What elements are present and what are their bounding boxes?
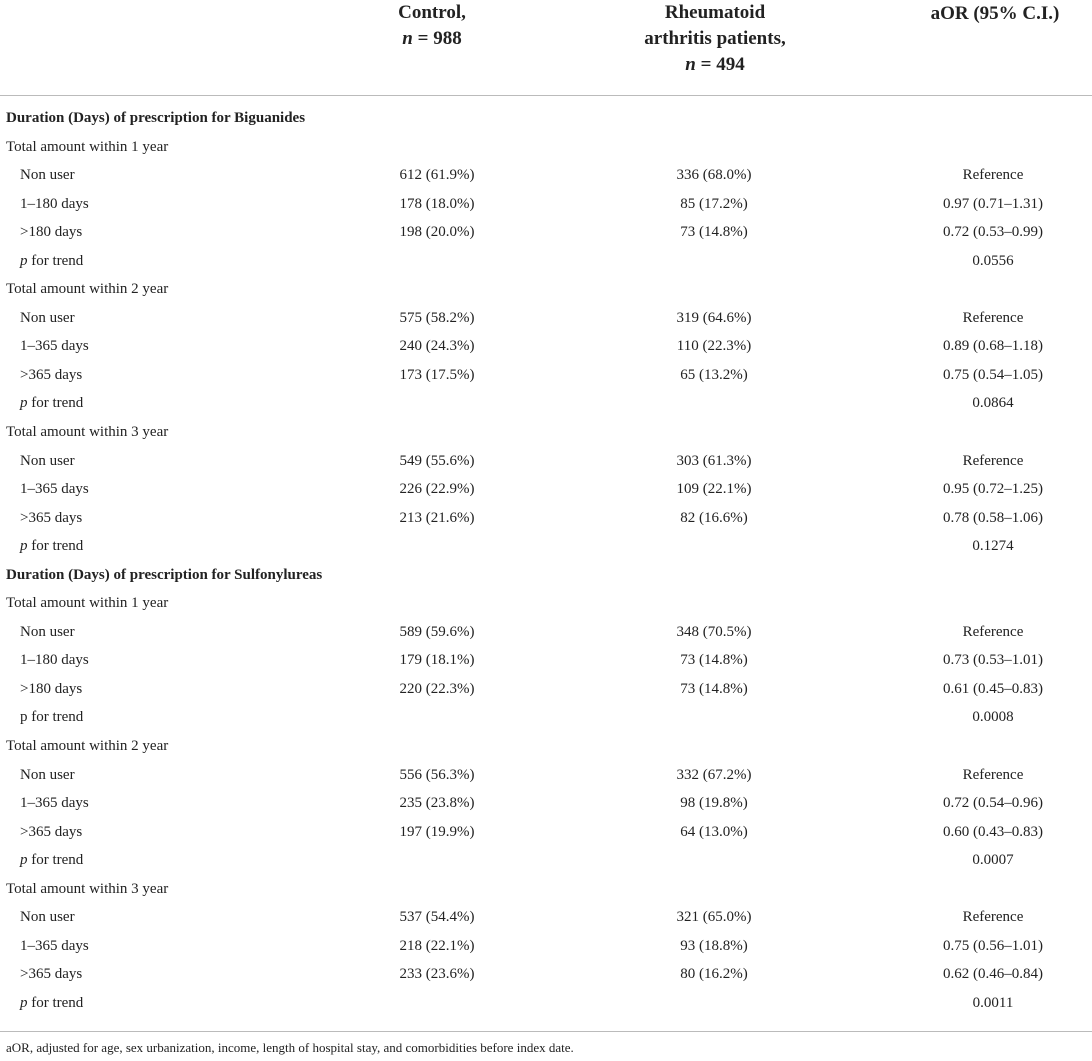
aor-cell: 0.62 (0.46–0.84) xyxy=(943,966,1043,983)
control-cell: 173 (17.5%) xyxy=(399,366,475,383)
table-row xyxy=(0,762,1092,791)
ra-cell: 332 (67.2%) xyxy=(676,766,752,783)
header-divider xyxy=(0,95,1092,96)
row-label: Non user xyxy=(20,909,75,926)
control-cell: 575 (58.2%) xyxy=(399,309,475,326)
aor-cell: 0.97 (0.71–1.31) xyxy=(943,195,1043,212)
table-row xyxy=(0,704,1092,733)
row-label: Total amount within 1 year xyxy=(6,595,169,612)
table-row xyxy=(0,333,1092,362)
ra-cell: 65 (13.2%) xyxy=(680,366,748,383)
row-label: 1–180 days xyxy=(20,195,89,212)
control-cell: 556 (56.3%) xyxy=(399,766,475,783)
row-label: >365 days xyxy=(20,509,83,526)
group-header-row xyxy=(0,590,1092,619)
aor-cell: 0.95 (0.72–1.25) xyxy=(943,481,1043,498)
table-body xyxy=(0,105,1092,1019)
ra-cell: 93 (18.8%) xyxy=(680,937,748,954)
table-row xyxy=(0,162,1092,191)
row-label: Non user xyxy=(20,167,75,184)
control-cell: 235 (23.8%) xyxy=(399,795,475,812)
control-cell: 213 (21.6%) xyxy=(399,509,475,526)
table-row xyxy=(0,676,1092,705)
table-row xyxy=(0,476,1092,505)
header-ra-title-line2: arthritis patients, xyxy=(644,28,786,49)
aor-cell: 0.89 (0.68–1.18) xyxy=(943,338,1043,355)
aor-cell: 0.1274 xyxy=(972,538,1014,555)
header-ra-n xyxy=(605,52,825,78)
row-label: p for trend xyxy=(20,852,84,869)
ra-cell: 98 (19.8%) xyxy=(680,795,748,812)
row-label: Non user xyxy=(20,623,75,640)
aor-cell: Reference xyxy=(962,766,1024,783)
table-row xyxy=(0,390,1092,419)
table-row xyxy=(0,219,1092,248)
table-row xyxy=(0,533,1092,562)
aor-cell: 0.0556 xyxy=(972,252,1014,269)
row-label: Total amount within 3 year xyxy=(6,424,169,441)
table-row xyxy=(0,819,1092,848)
control-cell: 549 (55.6%) xyxy=(399,452,475,469)
row-label: Duration (Days) of prescription for Biguanides xyxy=(6,110,306,126)
row-label: Total amount within 3 year xyxy=(6,880,169,897)
row-label: 1–365 days xyxy=(20,937,89,954)
table-row xyxy=(0,619,1092,648)
control-cell: 197 (19.9%) xyxy=(399,823,475,840)
control-cell: 233 (23.6%) xyxy=(399,966,475,983)
group-header-row xyxy=(0,876,1092,905)
aor-cell: 0.73 (0.53–1.01) xyxy=(943,652,1043,669)
row-label: Non user xyxy=(20,309,75,326)
aor-cell: 0.75 (0.54–1.05) xyxy=(943,366,1043,383)
table-row xyxy=(0,961,1092,990)
row-label: >365 days xyxy=(20,366,83,383)
header-ra-n-value: = 494 xyxy=(700,54,745,75)
row-label: p for trend xyxy=(20,252,84,269)
aor-cell: 0.61 (0.45–0.83) xyxy=(943,680,1043,697)
aor-cell: 0.60 (0.43–0.83) xyxy=(943,823,1043,840)
aor-cell: Reference xyxy=(962,167,1024,184)
ra-cell: 85 (17.2%) xyxy=(680,195,748,212)
row-label: 1–180 days xyxy=(20,652,89,669)
aor-cell: 0.0864 xyxy=(972,395,1014,412)
table-footnote: aOR, adjusted for age, sex urbanization, income, length of hospital stay, and comorbidities before index date. xyxy=(6,1040,574,1055)
row-label: >365 days xyxy=(20,966,83,983)
control-cell: 220 (22.3%) xyxy=(399,680,475,697)
table-row xyxy=(0,904,1092,933)
group-header-row xyxy=(0,419,1092,448)
table-row xyxy=(0,248,1092,277)
table-row xyxy=(0,933,1092,962)
table-header xyxy=(0,0,1092,96)
row-label: >180 days xyxy=(20,680,83,697)
row-label: 1–365 days xyxy=(20,795,89,812)
aor-cell: 0.0007 xyxy=(972,852,1014,869)
table-row xyxy=(0,362,1092,391)
aor-cell: 0.75 (0.56–1.01) xyxy=(943,937,1043,954)
ra-cell: 73 (14.8%) xyxy=(680,652,748,669)
control-cell: 178 (18.0%) xyxy=(399,195,475,212)
ra-cell: 303 (61.3%) xyxy=(676,452,752,469)
aor-cell: 0.0008 xyxy=(972,709,1014,726)
ra-cell: 321 (65.0%) xyxy=(676,909,752,926)
header-control-n-value: = 988 xyxy=(417,28,462,49)
aor-cell: 0.0011 xyxy=(972,994,1014,1011)
control-cell: 179 (18.1%) xyxy=(399,652,475,669)
control-cell: 589 (59.6%) xyxy=(399,623,475,640)
aor-cell: Reference xyxy=(962,452,1024,469)
row-label: p for trend xyxy=(20,994,84,1011)
group-header-row xyxy=(0,733,1092,762)
header-aor: aOR (95% C.I.) xyxy=(930,3,1060,24)
ra-cell: 80 (16.2%) xyxy=(680,966,748,983)
aor-cell: 0.78 (0.58–1.06) xyxy=(943,509,1043,526)
footer-divider xyxy=(0,1031,1092,1032)
header-ra xyxy=(605,0,825,78)
group-header-row xyxy=(0,134,1092,163)
row-label: Total amount within 2 year xyxy=(6,281,169,298)
ra-cell: 348 (70.5%) xyxy=(676,623,752,640)
table-row xyxy=(0,990,1092,1019)
header-control-title: Control, xyxy=(398,2,466,23)
control-cell: 240 (24.3%) xyxy=(399,338,475,355)
table-row xyxy=(0,647,1092,676)
ra-cell: 73 (14.8%) xyxy=(680,224,748,241)
row-label: >180 days xyxy=(20,224,83,241)
row-label: >365 days xyxy=(20,823,83,840)
section-header-row xyxy=(0,562,1092,591)
ra-cell: 109 (22.1%) xyxy=(676,481,752,498)
row-label: Non user xyxy=(20,766,75,783)
row-label: p for trend xyxy=(20,709,84,726)
aor-cell: 0.72 (0.54–0.96) xyxy=(943,795,1043,812)
group-header-row xyxy=(0,276,1092,305)
row-label: 1–365 days xyxy=(20,338,89,355)
row-label: Total amount within 1 year xyxy=(6,138,169,155)
aor-cell: Reference xyxy=(962,909,1024,926)
ra-cell: 110 (22.3%) xyxy=(676,338,752,355)
control-cell: 226 (22.9%) xyxy=(399,481,475,498)
table-row xyxy=(0,448,1092,477)
table-row xyxy=(0,305,1092,334)
aor-cell: Reference xyxy=(962,309,1024,326)
table-row xyxy=(0,847,1092,876)
ra-cell: 319 (64.6%) xyxy=(676,309,752,326)
ra-cell: 82 (16.6%) xyxy=(680,509,748,526)
header-ra-title-line1: Rheumatoid xyxy=(664,2,766,23)
row-label: Duration (Days) of prescription for Sulfonylureas xyxy=(6,566,323,583)
ra-cell: 73 (14.8%) xyxy=(680,680,748,697)
control-cell: 198 (20.0%) xyxy=(399,224,475,241)
header-control-n xyxy=(332,26,532,52)
table-row xyxy=(0,790,1092,819)
row-label: Non user xyxy=(20,452,75,469)
control-cell: 537 (54.4%) xyxy=(399,909,475,926)
table-row xyxy=(0,505,1092,534)
aor-cell: Reference xyxy=(962,623,1024,640)
header-control-n-label: n xyxy=(402,28,413,49)
section-header-row xyxy=(0,105,1092,134)
control-cell: 612 (61.9%) xyxy=(399,167,475,184)
ra-cell: 336 (68.0%) xyxy=(676,167,752,184)
ra-cell: 64 (13.0%) xyxy=(680,823,748,840)
row-label: 1–365 days xyxy=(20,481,89,498)
header-control xyxy=(332,0,532,52)
aor-cell: 0.72 (0.53–0.99) xyxy=(943,224,1043,241)
header-ra-n-label: n xyxy=(685,54,696,75)
row-label: Total amount within 2 year xyxy=(6,738,169,755)
control-cell: 218 (22.1%) xyxy=(399,937,475,954)
row-label: p for trend xyxy=(20,538,84,555)
row-label: p for trend xyxy=(20,395,84,412)
table-row xyxy=(0,191,1092,220)
